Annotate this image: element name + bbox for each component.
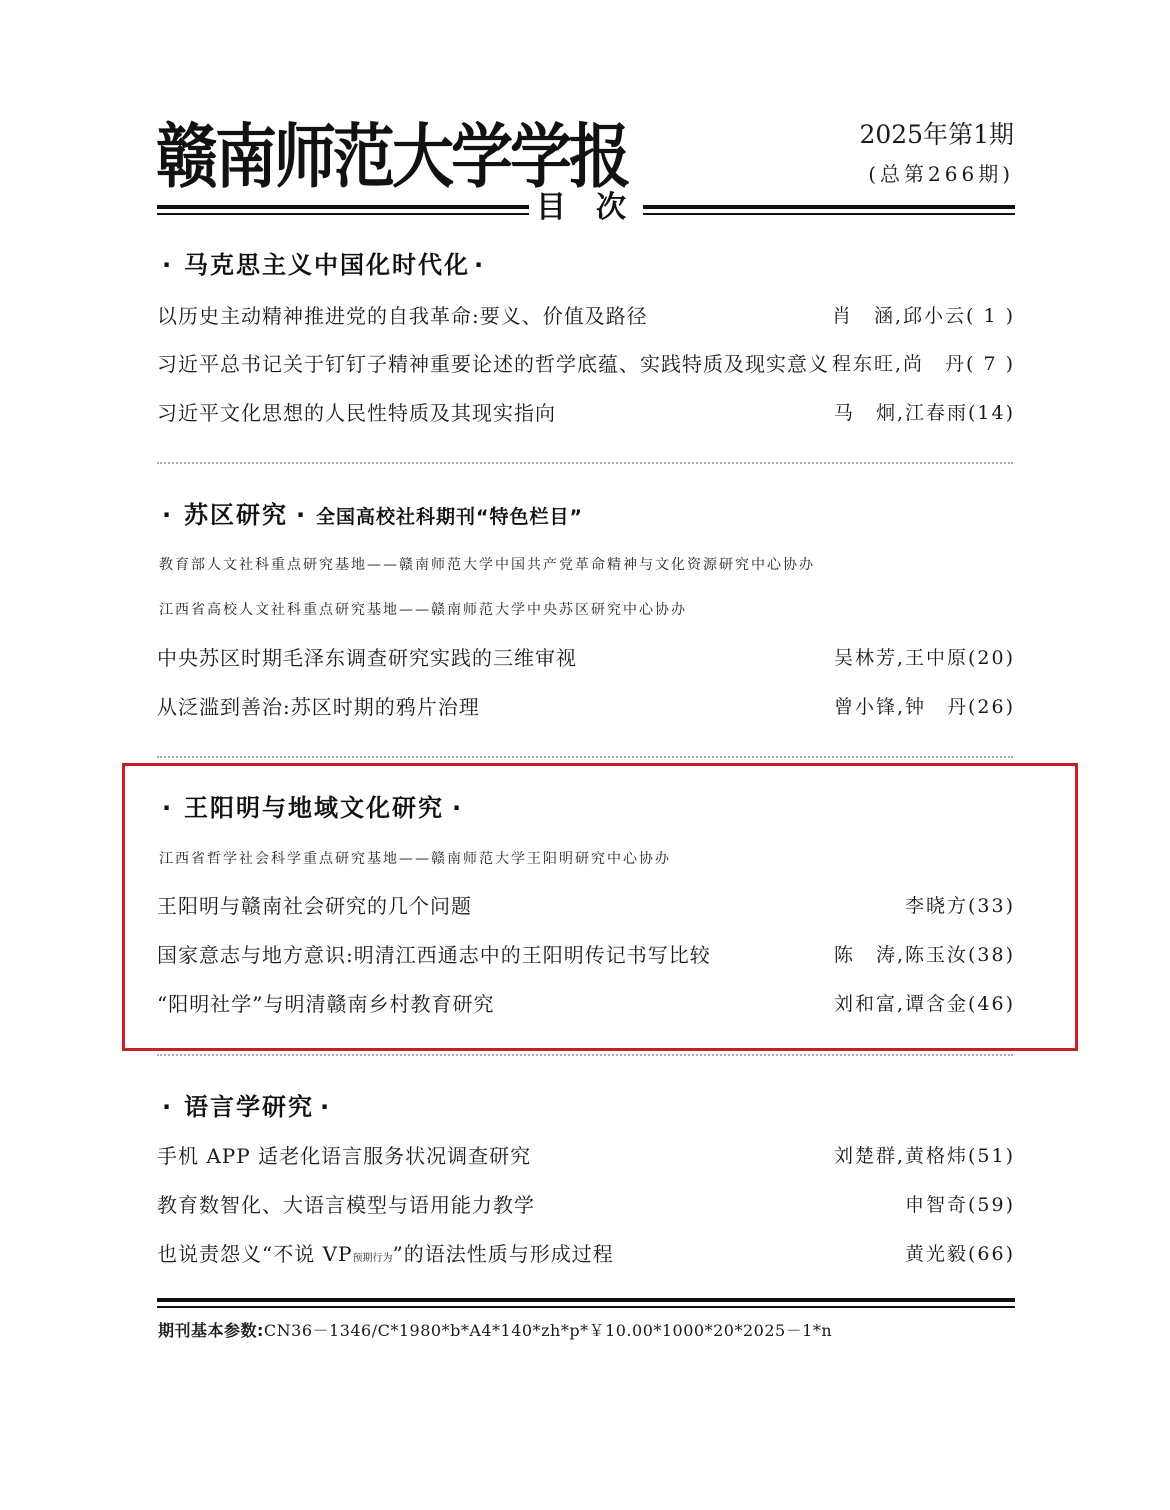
entry-title-suffix: ”的语法性质与形成过程	[392, 1242, 614, 1266]
section-title-linguistics	[162, 1090, 342, 1124]
section-title-text: 马克思主义中国化时代化	[184, 251, 470, 279]
header-rule-right	[643, 205, 1015, 215]
entry-title	[157, 1238, 614, 1275]
entry-title: 习近平文化思想的人民性特质及其现实指向	[157, 401, 556, 425]
entry-authors-page: 刘和富,谭含金(46)	[833, 993, 1015, 1015]
bullet-dot: ·	[162, 1093, 174, 1121]
bullet-dot: ·	[452, 794, 464, 822]
entry-title-prefix: 也说责怨义“不说 VP	[157, 1242, 353, 1266]
section-title-soviet-area	[162, 498, 583, 534]
toc-entry[interactable]	[157, 939, 1015, 971]
toc-entry[interactable]	[157, 642, 1015, 674]
section-title-text: 苏区研究	[184, 501, 288, 529]
bullet-dot: ·	[474, 251, 486, 279]
section-title-text: 王阳明与地域文化研究	[184, 794, 444, 822]
entry-authors-page: 肖 涵,邱小云( 1 )	[831, 305, 1015, 327]
entry-title: 习近平总书记关于钉钉子精神重要论述的哲学底蕴、实践特质及现实意义	[157, 352, 829, 376]
bullet-dot: ·	[162, 501, 174, 529]
entry-title: 以历史主动精神推进党的自我革命:要义、价值及路径	[157, 304, 648, 328]
bullet-dot: ·	[162, 794, 174, 822]
entry-authors-page: 程东旺,尚 丹( 7 )	[831, 353, 1015, 375]
journal-parameters	[158, 1318, 832, 1344]
section-title-marxism	[162, 248, 496, 282]
entry-authors-page: 马 炯,江春雨(14)	[833, 402, 1015, 424]
entry-title: 国家意志与地方意识:明清江西通志中的王阳明传记书写比较	[157, 943, 711, 967]
toc-entry[interactable]	[157, 1189, 1015, 1221]
toc-entry[interactable]	[157, 691, 1015, 723]
bullet-dot: ·	[320, 1093, 332, 1121]
toc-entry[interactable]	[157, 348, 1015, 380]
toc-entry[interactable]	[157, 300, 1015, 332]
entry-title: 教育数智化、大语言模型与语用能力教学	[157, 1193, 535, 1217]
sponsor-note: 江西省哲学社会科学重点研究基地——赣南师范大学王阳明研究中心协办	[159, 851, 671, 867]
params-label: 期刊基本参数:	[158, 1321, 264, 1340]
journal-title: 赣南师范大学学报	[156, 115, 629, 198]
issue-number: 2025年第1期	[859, 120, 1014, 149]
toc-entry[interactable]	[157, 988, 1015, 1020]
entry-authors-page: 吴林芳,王中原(20)	[833, 647, 1015, 669]
section-divider	[157, 1054, 1013, 1056]
section-divider	[157, 462, 1013, 464]
sponsor-note: 江西省高校人文社科重点研究基地——赣南师范大学中央苏区研究中心协办	[159, 602, 687, 618]
toc-entry[interactable]	[157, 1238, 1015, 1270]
entry-authors-page: 黄光毅(66)	[904, 1243, 1015, 1265]
section-title-text: 语言学研究	[184, 1093, 314, 1121]
entry-authors-page: 陈 涛,陈玉汝(38)	[833, 944, 1015, 966]
entry-title: 王阳明与赣南社会研究的几个问题	[157, 894, 472, 918]
header-rule-left	[157, 205, 529, 215]
section-subtitle: 全国高校社科期刊“特色栏目”	[316, 506, 583, 528]
bullet-dot: ·	[162, 251, 174, 279]
entry-title: 从泛滥到善治:苏区时期的鸦片治理	[157, 695, 480, 719]
section-title-wang-yangming	[162, 791, 474, 825]
entry-title: “阳明社学”与明清赣南乡村教育研究	[157, 992, 495, 1016]
toc-entry[interactable]	[157, 1140, 1015, 1172]
toc-entry[interactable]	[157, 397, 1015, 429]
entry-authors-page: 曾小锋,钟 丹(26)	[833, 696, 1015, 718]
section-divider	[157, 756, 1013, 758]
toc-entry[interactable]	[157, 890, 1015, 922]
entry-title: 中央苏区时期毛泽东调查研究实践的三维审视	[157, 646, 577, 670]
entry-authors-page: 刘楚群,黄格炜(51)	[833, 1145, 1015, 1167]
params-value: CN36－1346/C*1980*b*A4*140*zh*p*￥10.00*1000*20*2025－1*n	[263, 1321, 833, 1340]
issue-total-number: (总第266期)	[868, 162, 1014, 186]
entry-title-subscript: 预期行为	[352, 1253, 393, 1264]
bullet-dot: ·	[296, 501, 308, 529]
footer-rule	[157, 1298, 1015, 1308]
entry-title: 手机 APP 适老化语言服务状况调查研究	[157, 1144, 532, 1168]
toc-label: 目次	[536, 190, 656, 225]
entry-authors-page: 李晓方(33)	[904, 895, 1015, 917]
entry-authors-page: 申智奇(59)	[904, 1194, 1015, 1216]
sponsor-note: 教育部人文社科重点研究基地——赣南师范大学中国共产党革命精神与文化资源研究中心协办	[159, 557, 815, 573]
